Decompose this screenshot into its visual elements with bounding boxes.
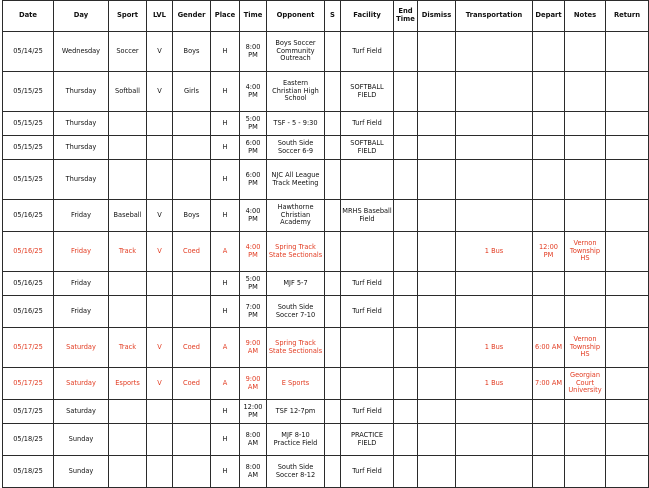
end-time-cell (394, 72, 418, 112)
time-cell: 9:00 AM (240, 328, 267, 368)
notes-cell (565, 400, 606, 424)
depart-cell: 6:00 AM (533, 328, 565, 368)
col-header-s: S (325, 1, 341, 32)
transportation-cell (456, 200, 533, 232)
end-time-cell (394, 296, 418, 328)
end-time-cell (394, 272, 418, 296)
dismiss-cell (418, 400, 456, 424)
sport-cell (109, 400, 147, 424)
place-cell: H (211, 296, 240, 328)
time-cell: 8:00 AM (240, 424, 267, 456)
col-header-day: Day (54, 1, 109, 32)
gender-cell (173, 112, 211, 136)
end-time-cell (394, 232, 418, 272)
dismiss-cell (418, 72, 456, 112)
time-cell: 8:00 AM (240, 456, 267, 488)
dismiss-cell (418, 112, 456, 136)
table-row (3, 112, 649, 136)
dismiss-cell (418, 232, 456, 272)
sport-cell (109, 272, 147, 296)
col-header-gender: Gender (173, 1, 211, 32)
transportation-cell (456, 272, 533, 296)
sport-cell (109, 456, 147, 488)
table-row (3, 200, 649, 232)
place-cell: H (211, 456, 240, 488)
time-cell: 5:00 PM (240, 112, 267, 136)
col-header-lvl: LVL (147, 1, 173, 32)
date-cell: 05/16/25 (3, 200, 54, 232)
place-cell: H (211, 136, 240, 160)
table-row (3, 160, 649, 200)
day-cell: Wednesday (54, 32, 109, 72)
place-cell: H (211, 112, 240, 136)
transportation-cell: 1 Bus (456, 368, 533, 400)
dismiss-cell (418, 200, 456, 232)
facility-cell: Turf Field (341, 400, 394, 424)
gender-cell (173, 160, 211, 200)
depart-cell (533, 72, 565, 112)
dismiss-cell (418, 160, 456, 200)
s-cell (325, 456, 341, 488)
level-cell (147, 272, 173, 296)
level-cell: V (147, 328, 173, 368)
facility-cell: Turf Field (341, 456, 394, 488)
depart-cell (533, 32, 565, 72)
col-header-date: Date (3, 1, 54, 32)
notes-cell (565, 32, 606, 72)
col-header-sport: Sport (109, 1, 147, 32)
col-header-time: Time (240, 1, 267, 32)
dismiss-cell (418, 272, 456, 296)
table-row (3, 272, 649, 296)
date-cell: 05/16/25 (3, 232, 54, 272)
table-row (3, 296, 649, 328)
opponent-cell: Eastern Christian High School (267, 72, 325, 112)
level-cell: V (147, 32, 173, 72)
notes-cell (565, 160, 606, 200)
return-cell (606, 272, 649, 296)
notes-cell (565, 424, 606, 456)
notes-cell: Georgian Court University (565, 368, 606, 400)
gender-cell: Boys (173, 32, 211, 72)
day-cell: Thursday (54, 160, 109, 200)
gender-cell (173, 272, 211, 296)
return-cell (606, 72, 649, 112)
dismiss-cell (418, 296, 456, 328)
level-cell (147, 456, 173, 488)
time-cell: 5:00 PM (240, 272, 267, 296)
level-cell (147, 136, 173, 160)
level-cell (147, 296, 173, 328)
day-cell: Friday (54, 272, 109, 296)
return-cell (606, 400, 649, 424)
return-cell (606, 32, 649, 72)
s-cell (325, 272, 341, 296)
notes-cell (565, 72, 606, 112)
time-cell: 8:00 PM (240, 32, 267, 72)
s-cell (325, 328, 341, 368)
time-cell: 12:00 PM (240, 400, 267, 424)
transportation-cell (456, 296, 533, 328)
place-cell: H (211, 32, 240, 72)
end-time-cell (394, 136, 418, 160)
transportation-cell (456, 32, 533, 72)
facility-cell (341, 232, 394, 272)
opponent-cell: MJF 5-7 (267, 272, 325, 296)
end-time-cell (394, 200, 418, 232)
gender-cell: Girls (173, 72, 211, 112)
notes-cell (565, 296, 606, 328)
facility-cell: SOFTBALL FIELD (341, 72, 394, 112)
col-header-end-time: End Time (394, 1, 418, 32)
sport-cell: Esports (109, 368, 147, 400)
s-cell (325, 424, 341, 456)
return-cell (606, 136, 649, 160)
return-cell (606, 112, 649, 136)
transportation-cell (456, 456, 533, 488)
depart-cell (533, 296, 565, 328)
sport-cell: Baseball (109, 200, 147, 232)
table-row (3, 424, 649, 456)
schedule-table (2, 0, 649, 488)
day-cell: Friday (54, 232, 109, 272)
notes-cell (565, 136, 606, 160)
sport-cell: Soccer (109, 32, 147, 72)
place-cell: H (211, 272, 240, 296)
notes-cell (565, 112, 606, 136)
dismiss-cell (418, 136, 456, 160)
time-cell: 4:00 PM (240, 232, 267, 272)
date-cell: 05/16/25 (3, 272, 54, 296)
transportation-cell (456, 136, 533, 160)
opponent-cell: MJF 8-10 Practice Field (267, 424, 325, 456)
level-cell: V (147, 72, 173, 112)
time-cell: 4:00 PM (240, 72, 267, 112)
return-cell (606, 456, 649, 488)
s-cell (325, 368, 341, 400)
end-time-cell (394, 456, 418, 488)
transportation-cell: 1 Bus (456, 328, 533, 368)
table-row (3, 232, 649, 272)
schedule-document (2, 0, 641, 479)
level-cell (147, 160, 173, 200)
date-cell: 05/15/25 (3, 112, 54, 136)
col-header-place: Place (211, 1, 240, 32)
day-cell: Friday (54, 200, 109, 232)
level-cell: V (147, 200, 173, 232)
end-time-cell (394, 32, 418, 72)
facility-cell: MRHS Baseball Field (341, 200, 394, 232)
opponent-cell: Boys Soccer Community Outreach (267, 32, 325, 72)
place-cell: A (211, 328, 240, 368)
place-cell: A (211, 232, 240, 272)
depart-cell: 7:00 AM (533, 368, 565, 400)
place-cell: H (211, 160, 240, 200)
return-cell (606, 200, 649, 232)
day-cell: Sunday (54, 424, 109, 456)
table-row (3, 32, 649, 72)
s-cell (325, 400, 341, 424)
date-cell: 05/17/25 (3, 328, 54, 368)
sport-cell (109, 296, 147, 328)
notes-cell: Vernon Township HS (565, 232, 606, 272)
depart-cell (533, 400, 565, 424)
sport-cell (109, 136, 147, 160)
transportation-cell (456, 160, 533, 200)
level-cell: V (147, 232, 173, 272)
opponent-cell: South Side Soccer 8-12 (267, 456, 325, 488)
transportation-cell (456, 400, 533, 424)
facility-cell: Turf Field (341, 32, 394, 72)
opponent-cell: NJC All League Track Meeting (267, 160, 325, 200)
depart-cell (533, 424, 565, 456)
col-header-dismiss: Dismiss (418, 1, 456, 32)
end-time-cell (394, 328, 418, 368)
col-header-notes: Notes (565, 1, 606, 32)
time-cell: 9:00 AM (240, 368, 267, 400)
s-cell (325, 72, 341, 112)
day-cell: Thursday (54, 136, 109, 160)
table-row (3, 72, 649, 112)
s-cell (325, 232, 341, 272)
dismiss-cell (418, 424, 456, 456)
date-cell: 05/15/25 (3, 160, 54, 200)
s-cell (325, 112, 341, 136)
place-cell: H (211, 72, 240, 112)
s-cell (325, 160, 341, 200)
date-cell: 05/18/25 (3, 424, 54, 456)
gender-cell: Boys (173, 200, 211, 232)
transportation-cell: 1 Bus (456, 232, 533, 272)
return-cell (606, 232, 649, 272)
dismiss-cell (418, 368, 456, 400)
day-cell: Thursday (54, 112, 109, 136)
opponent-cell: Spring Track State Sectionals (267, 328, 325, 368)
opponent-cell: Hawthorne Christian Academy (267, 200, 325, 232)
col-header-return: Return (606, 1, 649, 32)
level-cell (147, 424, 173, 456)
end-time-cell (394, 160, 418, 200)
sport-cell: Track (109, 328, 147, 368)
transportation-cell (456, 72, 533, 112)
facility-cell: Turf Field (341, 296, 394, 328)
table-row (3, 368, 649, 400)
gender-cell (173, 456, 211, 488)
col-header-facility: Facility (341, 1, 394, 32)
return-cell (606, 328, 649, 368)
date-cell: 05/17/25 (3, 368, 54, 400)
end-time-cell (394, 112, 418, 136)
day-cell: Saturday (54, 368, 109, 400)
depart-cell (533, 272, 565, 296)
gender-cell (173, 400, 211, 424)
end-time-cell (394, 368, 418, 400)
gender-cell: Coed (173, 232, 211, 272)
return-cell (606, 160, 649, 200)
notes-cell (565, 456, 606, 488)
s-cell (325, 200, 341, 232)
table-row (3, 136, 649, 160)
facility-cell (341, 368, 394, 400)
sport-cell (109, 424, 147, 456)
place-cell: H (211, 400, 240, 424)
facility-cell: PRACTICE FIELD (341, 424, 394, 456)
facility-cell: Turf Field (341, 112, 394, 136)
gender-cell (173, 136, 211, 160)
gender-cell: Coed (173, 328, 211, 368)
sport-cell: Track (109, 232, 147, 272)
depart-cell (533, 160, 565, 200)
day-cell: Friday (54, 296, 109, 328)
opponent-cell: South Side Soccer 7-10 (267, 296, 325, 328)
col-header-opponent: Opponent (267, 1, 325, 32)
facility-cell: SOFTBALL FIELD (341, 136, 394, 160)
opponent-cell: TSF - 5 - 9:30 (267, 112, 325, 136)
day-cell: Saturday (54, 328, 109, 368)
end-time-cell (394, 400, 418, 424)
opponent-cell: E Sports (267, 368, 325, 400)
date-cell: 05/15/25 (3, 72, 54, 112)
sport-cell (109, 160, 147, 200)
gender-cell (173, 296, 211, 328)
opponent-cell: Spring Track State Sectionals (267, 232, 325, 272)
table-row (3, 328, 649, 368)
gender-cell: Coed (173, 368, 211, 400)
dismiss-cell (418, 456, 456, 488)
transportation-cell (456, 424, 533, 456)
gender-cell (173, 424, 211, 456)
col-header-depart: Depart (533, 1, 565, 32)
col-header-transportation: Transportation (456, 1, 533, 32)
table-row (3, 400, 649, 424)
level-cell (147, 400, 173, 424)
time-cell: 6:00 PM (240, 136, 267, 160)
depart-cell (533, 200, 565, 232)
dismiss-cell (418, 328, 456, 368)
s-cell (325, 296, 341, 328)
end-time-cell (394, 424, 418, 456)
date-cell: 05/14/25 (3, 32, 54, 72)
header-row (3, 1, 649, 32)
s-cell (325, 32, 341, 72)
facility-cell: Turf Field (341, 272, 394, 296)
place-cell: A (211, 368, 240, 400)
day-cell: Thursday (54, 72, 109, 112)
level-cell: V (147, 368, 173, 400)
time-cell: 4:00 PM (240, 200, 267, 232)
day-cell: Sunday (54, 456, 109, 488)
date-cell: 05/18/25 (3, 456, 54, 488)
opponent-cell: TSF 12-7pm (267, 400, 325, 424)
depart-cell (533, 456, 565, 488)
transportation-cell (456, 112, 533, 136)
notes-cell (565, 200, 606, 232)
date-cell: 05/17/25 (3, 400, 54, 424)
schedule-body (3, 32, 649, 488)
opponent-cell: South Side Soccer 6-9 (267, 136, 325, 160)
sport-cell (109, 112, 147, 136)
date-cell: 05/16/25 (3, 296, 54, 328)
time-cell: 7:00 PM (240, 296, 267, 328)
table-row (3, 456, 649, 488)
notes-cell (565, 272, 606, 296)
return-cell (606, 424, 649, 456)
depart-cell (533, 136, 565, 160)
return-cell (606, 296, 649, 328)
level-cell (147, 112, 173, 136)
dismiss-cell (418, 32, 456, 72)
depart-cell (533, 112, 565, 136)
facility-cell (341, 328, 394, 368)
day-cell: Saturday (54, 400, 109, 424)
return-cell (606, 368, 649, 400)
date-cell: 05/15/25 (3, 136, 54, 160)
notes-cell: Vernon Township HS (565, 328, 606, 368)
sport-cell: Softball (109, 72, 147, 112)
place-cell: H (211, 424, 240, 456)
s-cell (325, 136, 341, 160)
depart-cell: 12:00 PM (533, 232, 565, 272)
time-cell: 6:00 PM (240, 160, 267, 200)
place-cell: H (211, 200, 240, 232)
facility-cell (341, 160, 394, 200)
